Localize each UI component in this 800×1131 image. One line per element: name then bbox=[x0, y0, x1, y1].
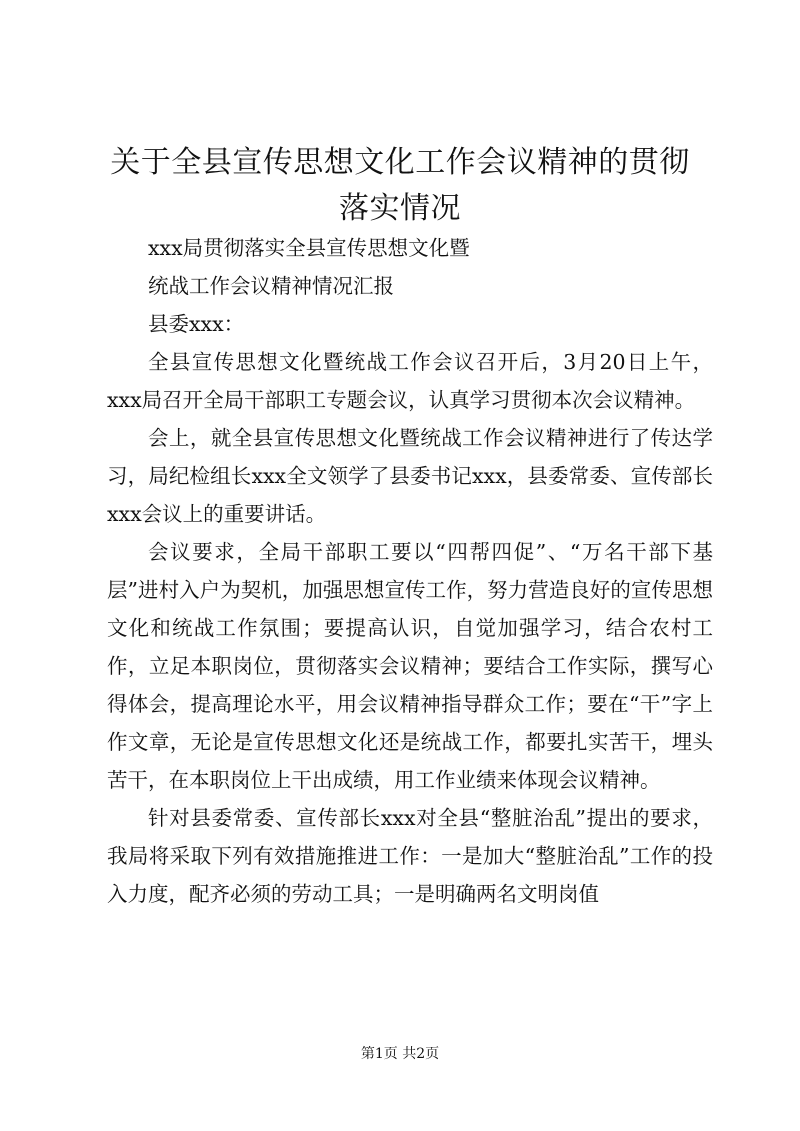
paragraph-measures: 针对县委常委、宣传部长xxx对全县“整脏治乱”提出的要求，我局将采取下列有效措施推进工作：一是加大“整脏治乱”工作的投入力度，配齐必须的劳动工具；一是明确两名文明岗值 bbox=[107, 806, 713, 906]
paragraph-intro: 全县宣传思想文化暨统战工作会议召开后，3月20日上午，xxx局召开全局干部职工专题会议，认真学习贯彻本次会议精神。 bbox=[107, 350, 713, 412]
paragraph-heading-line-1: xxx局贯彻落实全县宣传思想文化暨 bbox=[148, 236, 470, 260]
document-body bbox=[107, 229, 713, 913]
paragraph-meeting: 会上，就全县宣传思想文化暨统战工作会议精神进行了传达学习，局纪检组长xxx全文领学了县委书记xxx，县委常委、宣传部长xxx会议上的重要讲话。 bbox=[107, 426, 713, 526]
paragraph-heading-line-2: 统战工作会议精神情况汇报 bbox=[148, 274, 394, 298]
paragraph-salutation: 县委xxx： bbox=[148, 312, 245, 336]
document-title: 关于全县宣传思想文化工作会议精神的贯彻落实情况 bbox=[110, 145, 690, 226]
page-footer: 第1页 共2页 bbox=[360, 1046, 440, 1062]
paragraph-requirements: 会议要求，全局干部职工要以“四帮四促”、“万名干部下基层”进村入户为契机，加强思想宣传工作，努力营造良好的宣传思想文化和统战工作氛围；要提高认识，自觉加强学习，结合农村工作，立足本职岗位，贯彻落实会议精神；要结合工作实际，撰写心得体会，提高理论水平，用会议精神指导群众工作；要在“干”字上作文章，无论是宣传思想文化还是统战工作，都要扎实苦干，埋头苦干，在本职岗位上干出成绩，用工作业绩来体现会议精神。 bbox=[107, 540, 713, 792]
